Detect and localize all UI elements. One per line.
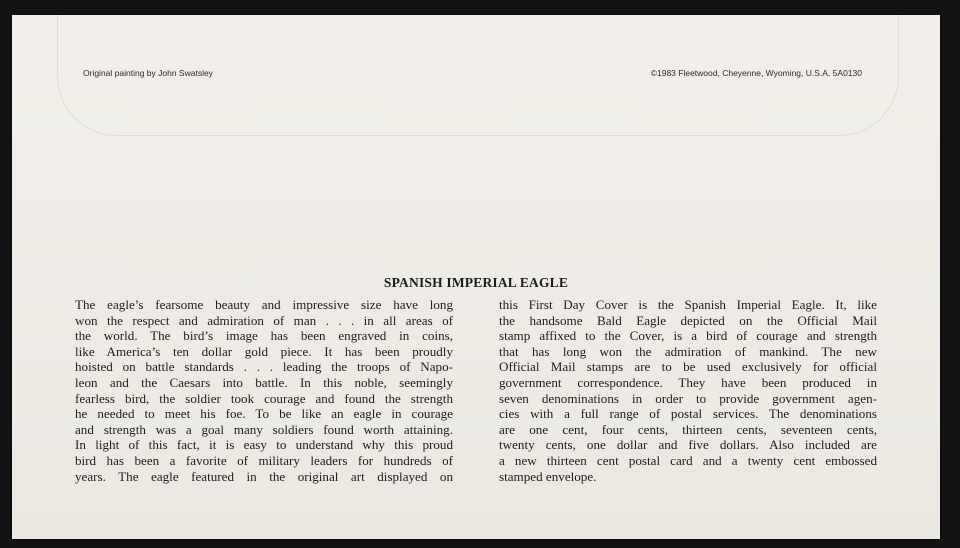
text-line: bird has been a favorite of military leaders for hundreds of bbox=[75, 452, 453, 468]
text-line: the handsome Bald Eagle depicted on the Official Mail bbox=[499, 312, 877, 328]
text-line: are one cent, four cents, thirteen cents, seventeen cents, bbox=[499, 421, 877, 437]
text-line: a new thirteen cent postal card and a twenty cent embossed bbox=[499, 452, 877, 468]
text-line: stamped envelope. bbox=[499, 468, 597, 484]
text-line: The eagle’s fearsome beauty and impressive size have long bbox=[75, 297, 453, 312]
text-line: he needed to meet his foe. To be like an eagle in courage bbox=[75, 406, 453, 422]
text-line: fearless bird, the soldier took courage and found the strength bbox=[75, 390, 453, 406]
text-line: the world. The bird’s image has been engraved in coins, bbox=[75, 328, 453, 344]
cachet-title: SPANISH IMPERIAL EAGLE bbox=[383, 275, 569, 290]
text-line: Official Mail stamps are to be used exclusively for official bbox=[499, 359, 877, 375]
copyright-notice: ©1983 Fleetwood, Cheyenne, Wyoming, U.S.A. 5A0130 bbox=[650, 68, 862, 78]
text-line: government correspondence. They have been produced in bbox=[499, 374, 877, 390]
text-line: twenty cents, one dollar and five dollars. Also included are bbox=[499, 437, 877, 453]
text-line: seven denominations in order to provide government agen- bbox=[499, 390, 877, 406]
text-column-right bbox=[499, 297, 877, 484]
text-line: cies with a full range of postal services. The denominations bbox=[499, 406, 877, 422]
text-line: like America’s ten dollar gold piece. It has been proudly bbox=[75, 343, 453, 359]
text-line: years. The eagle featured in the original art displayed on bbox=[75, 468, 453, 484]
text-line: won the respect and admiration of man . . . in all areas of bbox=[75, 312, 453, 328]
envelope-back bbox=[12, 15, 940, 539]
text-line: leon and the Caesars into battle. In this noble, seemingly bbox=[75, 374, 453, 390]
painting-credit: Original painting by John Swatsley bbox=[83, 68, 213, 78]
text-column-left bbox=[75, 297, 453, 484]
text-line: that has long won the admiration of mankind. The new bbox=[499, 343, 877, 359]
text-line: stamp affixed to the Cover, is a bird of courage and strength bbox=[499, 328, 877, 344]
text-line: this First Day Cover is the Spanish Imperial Eagle. It, like bbox=[499, 297, 877, 312]
text-line: In light of this fact, it is easy to understand why this proud bbox=[75, 437, 453, 453]
text-line: and strength was a goal many soldiers found worth attaining. bbox=[75, 421, 453, 437]
text-line: hoisted on battle standards . . . leading the troops of Napo- bbox=[75, 359, 453, 375]
